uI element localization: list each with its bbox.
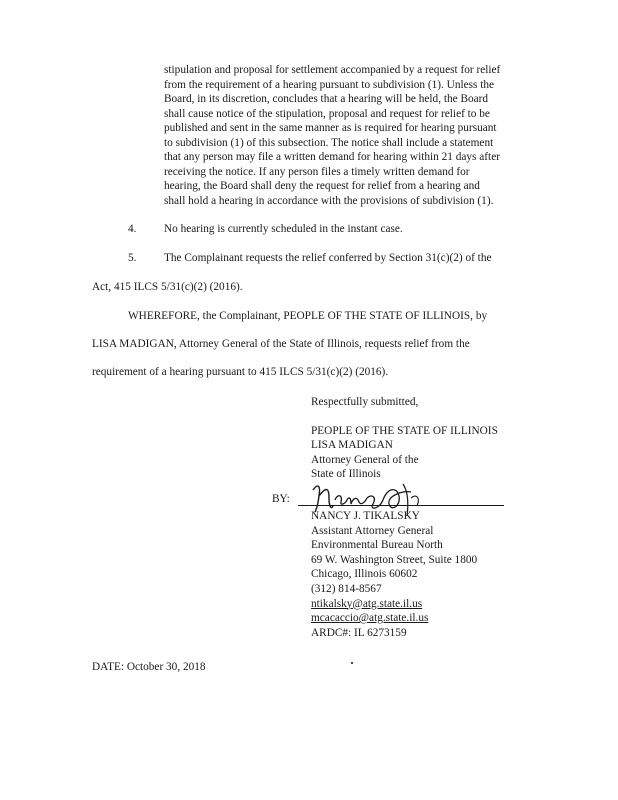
- quote-line: shall hold a hearing in accordance with the provisions of subdivision (1).: [164, 194, 494, 207]
- signer-name: NANCY J. TIKALSKY: [311, 510, 420, 522]
- email-link-1[interactable]: ntikalsky@atg.state.il.us: [311, 597, 423, 610]
- party-name: PEOPLE OF THE STATE OF ILLINOIS: [311, 424, 498, 437]
- wherefore-line-3: requirement of a hearing pursuant to 415 ILCS 5/31(c)(2) (2016).: [92, 366, 389, 378]
- quote-line: stipulation and proposal for settlement accompanied by a request for relief: [164, 64, 501, 76]
- paragraph-4-text: No hearing is currently scheduled in the instant case.: [164, 223, 403, 235]
- ardc-number: ARDC#: IL 6273159: [311, 626, 407, 639]
- quote-line: published and sent in the same manner as is required for hearing pursuant: [164, 122, 497, 134]
- city-state-zip: Chicago, Illinois 60602: [311, 568, 418, 581]
- bureau-name: Environmental Bureau North: [311, 539, 443, 552]
- quote-line: that any person may file a written demand for hearing within 21 days after: [164, 151, 500, 163]
- by-label: BY:: [272, 493, 290, 505]
- wherefore-line-1: WHEREFORE, the Complainant, PEOPLE OF THE STATE OF ILLINOIS, by: [128, 310, 488, 322]
- signature-block-header: [311, 395, 498, 482]
- quote-line: shall cause notice of the stipulation, proposal and request for relief to be: [164, 107, 490, 120]
- quote-line: Board, in its discretion, concludes that a hearing will be held, the Board: [164, 93, 489, 105]
- quote-line: hearing, the Board shall deny the request for relief from a hearing and: [164, 180, 480, 192]
- paragraph-5-line-1: The Complainant requests the relief conferred by Section 31(c)(2) of the: [164, 252, 492, 264]
- signer-title: Assistant Attorney General: [311, 524, 434, 537]
- attorney-general-state: State of Illinois: [311, 468, 381, 481]
- paragraph-4-number: 4.: [128, 223, 137, 235]
- quote-line: receiving the notice. If any person files a timely written demand for: [164, 165, 470, 178]
- paragraph-5-number: 5.: [128, 252, 137, 264]
- wherefore-line-2: LISA MADIGAN, Attorney General of the State of Illinois, requests relief from the: [92, 338, 470, 350]
- paragraph-5-line-2: Act, 415 ILCS 5/31(c)(2) (2016).: [92, 281, 243, 293]
- stray-mark: [351, 662, 353, 664]
- attorney-general-title: Attorney General of the: [311, 453, 419, 466]
- quoted-statute-text: [164, 63, 524, 208]
- signer-details: [311, 509, 477, 640]
- closing-text: Respectfully submitted,: [311, 396, 419, 408]
- date-line: DATE: October 30, 2018: [92, 661, 206, 673]
- quote-line: to subdivision (1) of this subsection. The notice shall include a statement: [164, 136, 494, 149]
- street-address: 69 W. Washington Street, Suite 1800: [311, 553, 478, 566]
- email-link-2[interactable]: mcacaccio@atg.state.il.us: [311, 612, 429, 625]
- attorney-general-name: LISA MADIGAN: [311, 439, 393, 452]
- quote-line: from the requirement of a hearing pursuant to subdivision (1). Unless the: [164, 78, 495, 91]
- phone-number: (312) 814-8567: [311, 582, 382, 595]
